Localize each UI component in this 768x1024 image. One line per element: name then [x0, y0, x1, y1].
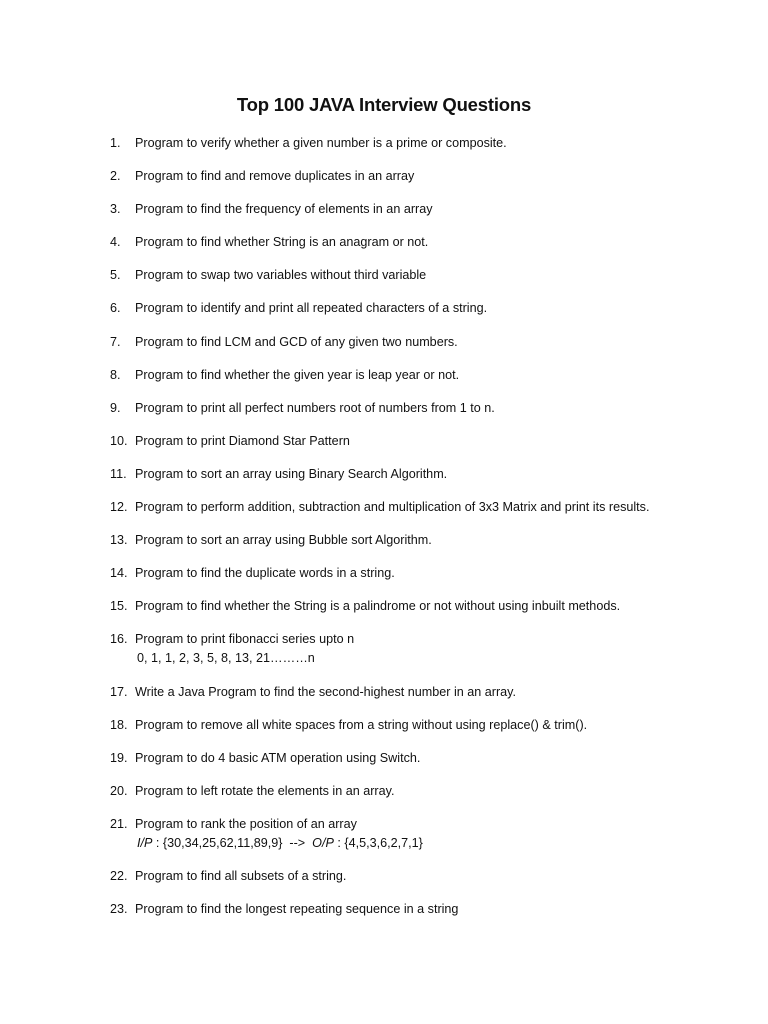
item-text: Program to find LCM and GCD of any given two numbers. [135, 334, 458, 349]
list-item [110, 134, 730, 153]
item-number: 13. [110, 533, 128, 548]
item-text: Program to sort an array using Binary Search Algorithm. [135, 466, 448, 481]
item-text: Program to sort an array using Bubble sort Algorithm. [135, 533, 432, 548]
list-item [110, 333, 730, 352]
output-value: : {4,5,3,6,2,7,1} [333, 835, 423, 850]
item-text: Program to find the longest repeating sequence in a string [135, 902, 459, 917]
item-number: 22. [110, 868, 128, 883]
item-number: 5. [110, 268, 121, 283]
item-number: 15. [110, 599, 128, 614]
list-item [110, 266, 730, 285]
item-text: Program to identify and print all repeated characters of a string. [135, 301, 488, 316]
list-item [110, 630, 730, 668]
list-item [110, 782, 730, 801]
item-text: Program to find and remove duplicates in an array [135, 169, 415, 184]
item-number: 1. [110, 136, 121, 150]
question-list [110, 134, 730, 933]
item-text: Program to print Diamond Star Pattern [135, 433, 350, 448]
list-item [110, 299, 730, 318]
list-item [110, 200, 730, 219]
list-item [110, 749, 730, 768]
item-text: Program to find whether the String is a palindrome or not without using inbuilt methods. [135, 599, 621, 614]
list-item [110, 716, 730, 735]
item-number: 2. [110, 169, 121, 184]
list-item [110, 564, 730, 583]
item-number: 19. [110, 750, 128, 765]
item-number: 3. [110, 202, 121, 217]
list-item [110, 867, 730, 886]
list-item [110, 597, 730, 616]
item-text: Program to find all subsets of a string. [135, 868, 347, 883]
item-text: Write a Java Program to find the second-highest number in an array. [135, 684, 517, 699]
item-text: Program to find whether String is an anagram or not. [135, 235, 429, 250]
item-text: Program to rank the position of an array [135, 816, 357, 831]
item-number: 11. [110, 466, 127, 481]
item-number: 18. [110, 717, 128, 732]
item-number: 17. [110, 684, 128, 699]
item-text: Program to find whether the given year is leap year or not. [135, 367, 460, 382]
input-output-example [135, 834, 730, 853]
item-number: 20. [110, 783, 128, 798]
page-title: Top 100 JAVA Interview Questions [236, 94, 532, 115]
item-number: 8. [110, 367, 121, 382]
item-number: 4. [110, 235, 121, 250]
item-text: Program to perform addition, subtraction and multiplication of 3x3 Matrix and print its results. [135, 500, 650, 515]
item-text: Program to remove all white spaces from a string without using replace() & trim(). [135, 717, 588, 732]
item-text: Program to do 4 basic ATM operation using Switch. [135, 750, 421, 765]
item-number: 16. [110, 632, 128, 647]
item-text: Program to find the frequency of elements in an array [135, 202, 433, 217]
input-label: I/P [137, 835, 153, 850]
list-item [110, 366, 730, 385]
item-number: 23. [110, 902, 128, 917]
list-item [110, 900, 730, 919]
list-item [110, 432, 730, 451]
item-number: 14. [110, 566, 128, 581]
list-item [110, 815, 730, 853]
list-item [110, 233, 730, 252]
input-value: : {30,34,25,62,11,89,9} --> [152, 835, 313, 850]
item-text: Program to swap two variables without third variable [135, 268, 427, 283]
item-text: Program to find the duplicate words in a string. [135, 566, 395, 581]
list-item [110, 531, 730, 550]
item-number: 7. [110, 334, 121, 349]
fibonacci-example: 0, 1, 1, 2, 3, 5, 8, 13, 21………n [137, 651, 315, 666]
list-item [110, 683, 730, 702]
item-text: Program to print all perfect numbers root of numbers from 1 to n. [135, 400, 495, 415]
item-number: 12. [110, 500, 128, 515]
item-number: 10. [110, 433, 128, 448]
list-item [110, 465, 730, 484]
item-number: 21. [110, 816, 128, 831]
item-number: 6. [110, 301, 121, 316]
list-item [110, 399, 730, 418]
output-label: O/P [312, 835, 334, 850]
item-number: 9. [110, 400, 121, 415]
item-text: Program to print fibonacci series upto n [135, 632, 355, 647]
item-text: Program to verify whether a given number is a prime or composite. [135, 136, 507, 150]
list-item [110, 498, 730, 517]
list-item [110, 167, 730, 186]
item-text: Program to left rotate the elements in an array. [135, 783, 395, 798]
